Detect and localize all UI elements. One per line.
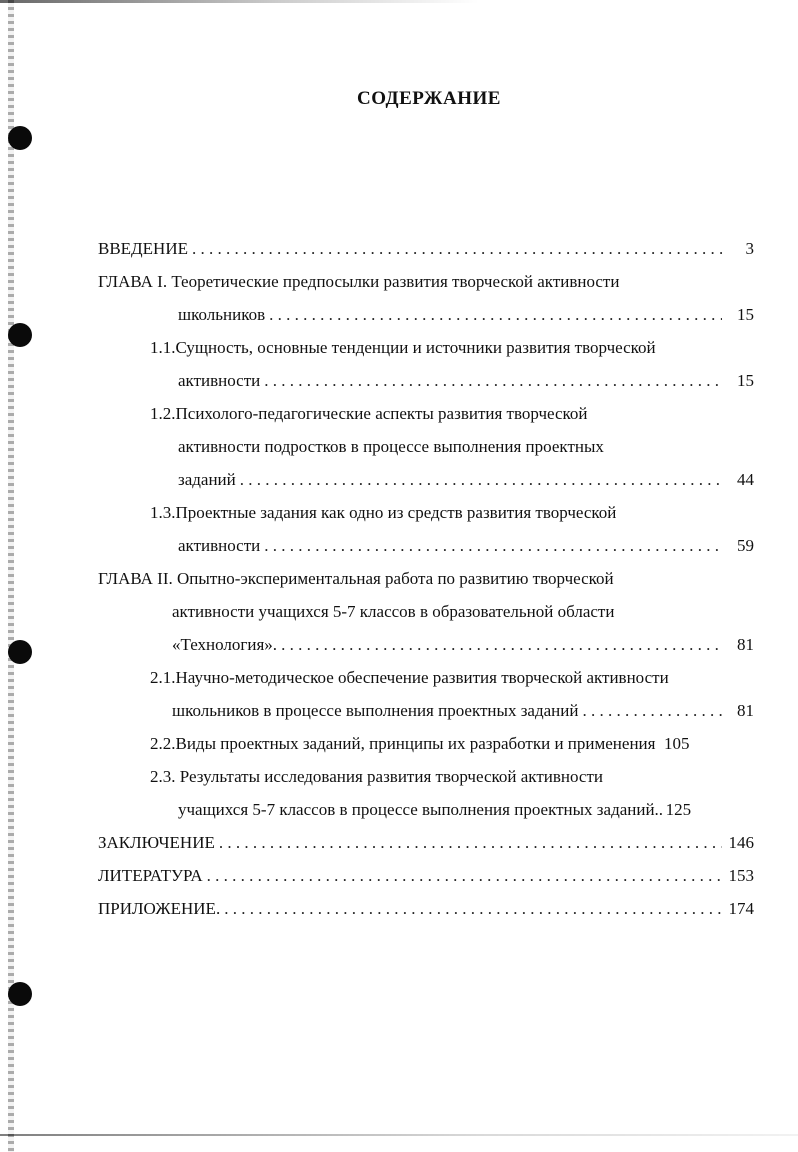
toc-entry-text: 2.3. Результаты исследования развития творческой активности: [150, 767, 603, 786]
toc-entry-text: активности: [178, 536, 261, 555]
toc-entry-section-1-1-line-1: [98, 331, 754, 364]
toc-entry-text: ВВЕДЕНИЕ: [98, 239, 188, 258]
toc-entry-text: заданий: [178, 470, 236, 489]
toc-entry-section-1-2-line-2: [98, 430, 754, 463]
dot-leader: [224, 892, 722, 925]
toc-entry-literature: [98, 859, 754, 892]
toc-entry-text: 2.2.Виды проектных заданий, принципы их разработки и применения: [150, 734, 656, 753]
toc-page-number: 125: [665, 800, 692, 819]
toc-entry-conclusion: [98, 826, 754, 859]
toc-entry-text: ЗАКЛЮЧЕНИЕ: [98, 833, 215, 852]
toc-entry-text: ГЛАВА II. Опытно-экспериментальная работа по развитию творческой: [98, 569, 614, 588]
toc-entry-section-1-3-line-1: [98, 496, 754, 529]
scan-edge-left: [8, 0, 14, 1152]
toc-entry-section-2-3-line-2: [98, 793, 754, 826]
toc-page-number: 81: [737, 635, 754, 654]
scan-edge-top: [0, 0, 798, 3]
dot-leader: [264, 529, 722, 562]
binder-hole-2: [8, 323, 32, 347]
toc-page-number: 81: [737, 701, 754, 720]
dot-leader: [582, 694, 722, 727]
toc-entry-text: ГЛАВА I. Теоретические предпосылки развития творческой активности: [98, 272, 620, 291]
dot-leader: [269, 298, 722, 331]
toc-entry-section-1-2-line-1: [98, 397, 754, 430]
toc-entry-section-2-1-line-1: [98, 661, 754, 694]
toc-entry-text: школьников: [178, 305, 266, 324]
toc-entry-chapter-2-line-1: [98, 562, 754, 595]
toc-page-number: 105: [663, 734, 690, 753]
toc-page-number: 174: [728, 899, 754, 918]
toc-entry-section-1-3-line-2: [98, 529, 754, 562]
toc-page-number: 15: [737, 371, 754, 390]
dot-leader: [281, 628, 722, 661]
toc-entry-chapter-1-line-1: [98, 265, 754, 298]
toc-page-number: 146: [728, 833, 754, 852]
toc-page-number: 3: [745, 239, 754, 258]
toc-entry-section-2-2: [98, 727, 754, 760]
toc-entry-text: активности учащихся 5-7 классов в образовательной области: [172, 602, 615, 621]
toc-entry-chapter-2-line-3: [98, 628, 754, 661]
toc-entry-intro: [98, 232, 754, 265]
toc-entry-text: 1.1.Сущность, основные тенденции и источники развития творческой: [150, 338, 656, 357]
toc-page-number: 44: [737, 470, 754, 489]
dot-leader: [207, 859, 722, 892]
toc-entry-section-1-1-line-2: [98, 364, 754, 397]
toc-page-number: 15: [737, 305, 754, 324]
binder-hole-1: [8, 126, 32, 150]
binder-hole-3: [8, 640, 32, 664]
toc-entry-section-2-3-line-1: [98, 760, 754, 793]
toc-entry-text: активности подростков в процессе выполнения проектных: [178, 437, 604, 456]
toc-entry-text: учащихся 5-7 классов в процессе выполнения проектных заданий..: [178, 800, 664, 819]
toc-entry-text: 2.1.Научно-методическое обеспечение развития творческой активности: [150, 668, 669, 687]
scan-edge-bottom: [0, 1134, 798, 1136]
toc-entry-chapter-1-line-2: [98, 298, 754, 331]
page-title: СОДЕРЖАНИЕ: [357, 88, 501, 109]
toc-entry-text: активности: [178, 371, 261, 390]
toc-entry-chapter-2-line-2: [98, 595, 754, 628]
toc-entry-text: ЛИТЕРАТУРА: [98, 866, 203, 885]
toc-entry-appendix: [98, 892, 754, 925]
dot-leader: [240, 463, 722, 496]
binder-hole-4: [8, 982, 32, 1006]
dot-leader: [264, 364, 722, 397]
table-of-contents: [98, 232, 754, 925]
toc-entry-text: 1.3.Проектные задания как одно из средств развития творческой: [150, 503, 617, 522]
toc-entry-text: ПРИЛОЖЕНИЕ.: [98, 899, 221, 918]
toc-entry-text: школьников в процессе выполнения проектных заданий: [172, 701, 579, 720]
toc-entry-text: 1.2.Психолого-педагогические аспекты развития творческой: [150, 404, 588, 423]
toc-entry-section-1-2-line-3: [98, 463, 754, 496]
dot-leader: [219, 826, 722, 859]
dot-leader: [192, 232, 722, 265]
toc-entry-text: «Технология».: [172, 635, 278, 654]
toc-entry-section-2-1-line-2: [98, 694, 754, 727]
toc-page-number: 59: [737, 536, 754, 555]
toc-page-number: 153: [728, 866, 754, 885]
